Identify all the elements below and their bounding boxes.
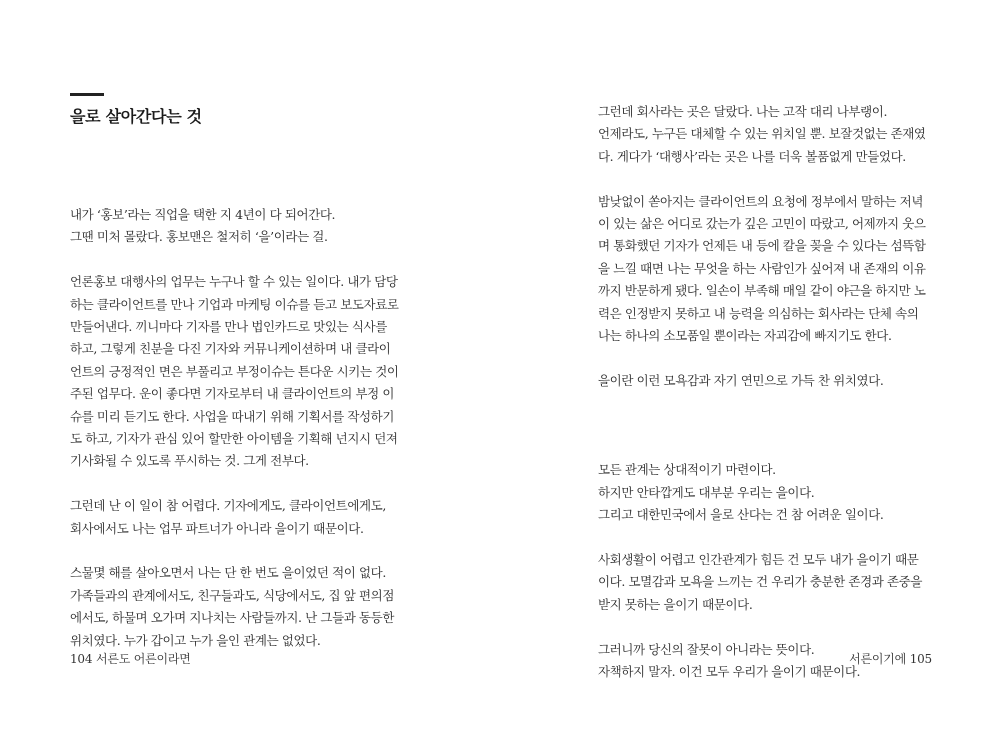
text-line: 만들어낸다. 끼니마다 기자를 만나 법인카드로 맛있는 식사를: [70, 319, 387, 335]
paragraph-gap: [598, 392, 938, 414]
left-body-text: [70, 204, 410, 652]
text-line: 나는 하나의 소모품일 뿐이라는 자괴감에 빠지기도 한다.: [598, 328, 892, 344]
paragraph: [70, 271, 410, 473]
chapter-title: 을로 살아간다는 것: [70, 107, 202, 126]
text-line: 언트의 긍정적인 면은 부풀리고 부정이슈는 튼다운 시키는 것이: [70, 363, 399, 379]
paragraph: [70, 562, 410, 652]
paragraph-gap: [598, 527, 938, 549]
paragraph-gap: [598, 437, 938, 459]
text-line: 모든 관계는 상대적이기 마련이다.: [598, 462, 776, 478]
text-line: 위치였다. 누가 갑이고 누가 을인 관계는 없었다.: [70, 632, 321, 648]
text-line: 며 통화했던 기자가 언제든 내 등에 칼을 꽂을 수 있다는 섬뜩함: [598, 238, 926, 254]
text-line: 슈를 미리 듣기도 한다. 사업을 따내기 위해 기획서를 작성하기: [70, 408, 395, 424]
paragraph: [598, 370, 938, 392]
text-line: 가족들과의 관계에서도, 친구들과도, 식당에서도, 집 앞 편의점: [70, 587, 395, 603]
paragraph-gap: [70, 473, 410, 495]
paragraph-gap: [70, 540, 410, 562]
chapter-title-rule: [70, 93, 104, 96]
text-line: 에서도, 하물며 오가며 지나치는 사람들까지. 난 그들과 동등한: [70, 610, 395, 626]
right-folio: [849, 650, 932, 667]
text-line: 기사화될 수 있도록 푸시하는 것. 그게 전부다.: [70, 453, 309, 469]
text-line: 이다. 모멸감과 모욕을 느끼는 건 우리가 충분한 존경과 존중을: [598, 574, 923, 590]
paragraph: [598, 191, 938, 348]
text-line: 을 느낄 때면 나는 무엇을 하는 사람인가 싶어져 내 존재의 이유: [598, 260, 926, 276]
paragraph: [598, 415, 938, 437]
text-line: 자책하지 말자. 이건 모두 우리가 을이기 때문이다.: [598, 664, 861, 680]
text-line: 주된 업무다. 운이 좋다면 기자로부터 내 클라이언트의 부정 이: [70, 386, 395, 402]
left-folio: [70, 650, 191, 667]
text-line: 회사에서도 나는 업무 파트너가 아니라 을이기 때문이다.: [70, 520, 364, 536]
paragraph: [70, 204, 410, 249]
paragraph-gap: [598, 168, 938, 190]
text-line: 력은 인정받지 못하고 내 능력을 의심하는 회사라는 단체 속의: [598, 305, 919, 321]
paragraph: [598, 101, 938, 168]
paragraph-gap: [598, 616, 938, 638]
paragraph: [70, 495, 410, 540]
text-line: 언론홍보 대행사의 업무는 누구나 할 수 있는 일이다. 내가 담당: [70, 274, 398, 290]
running-title: 서른이기에: [849, 652, 907, 666]
text-line: 그런데 회사라는 곳은 달랐다. 나는 고작 대리 나부랭이.: [598, 104, 888, 119]
text-line: 하는 클라이언트를 만나 기업과 마케팅 이슈를 듣고 보도자료로: [70, 296, 399, 312]
text-line: 내가 ‘홍보’라는 직업을 택한 지 4년이 다 되어간다.: [70, 207, 336, 222]
right-body-text: [598, 101, 938, 683]
text-line: 그리고 대한민국에서 을로 산다는 건 참 어려운 일이다.: [598, 507, 884, 523]
text-line: 하고, 그렇게 친분을 다진 기자와 커뮤니케이션하며 내 클라이: [70, 341, 391, 357]
page-number: 105: [909, 652, 932, 666]
text-line: 까지 반문하게 됐다. 일손이 부족해 매일 같이 야근을 하지만 노: [598, 283, 926, 299]
paragraph: [598, 459, 938, 526]
text-line: 그러니까 당신의 잘못이 아니라는 뜻이다.: [598, 641, 815, 657]
text-line: 이 있는 삶은 어디로 갔는가 깊은 고민이 따랐고, 어제까지 웃으: [598, 216, 926, 232]
text-line: 다. 게다가 ‘대행사’라는 곳은 나를 더욱 볼품없게 만들었다.: [598, 148, 906, 164]
page-number: 104: [70, 652, 93, 666]
text-line: 그땐 미처 몰랐다. 홍보맨은 철저히 ‘을’이라는 걸.: [70, 229, 328, 245]
text-line: 그런데 난 이 일이 참 어렵다. 기자에게도, 클라이언트에게도,: [70, 498, 386, 514]
text-line: 언제라도, 누구든 대체할 수 있는 위치일 뿐. 보잘것없는 존재였: [598, 126, 926, 142]
text-line: 사회생활이 어렵고 인간관계가 힘든 건 모두 내가 을이기 때문: [598, 552, 919, 568]
paragraph-gap: [70, 249, 410, 271]
paragraph-gap: [598, 347, 938, 369]
text-line: 도 하고, 기자가 관심 있어 할만한 아이템을 기획해 넌지시 던져: [70, 431, 398, 447]
text-line: 을이란 이런 모욕감과 자기 연민으로 가득 찬 위치였다.: [598, 372, 884, 388]
running-title: 서른도 어른이라면: [95, 652, 191, 666]
text-line: 받지 못하는 을이기 때문이다.: [598, 596, 753, 612]
text-line: 밤낮없이 쏟아지는 클라이언트의 요청에 정부에서 말하는 저녁: [598, 193, 923, 209]
paragraph: [598, 549, 938, 616]
text-line: 하지만 안타깝게도 대부분 우리는 을이다.: [598, 484, 815, 500]
text-line: 스물몇 해를 살아오면서 나는 단 한 번도 을이었던 적이 없다.: [70, 565, 386, 581]
